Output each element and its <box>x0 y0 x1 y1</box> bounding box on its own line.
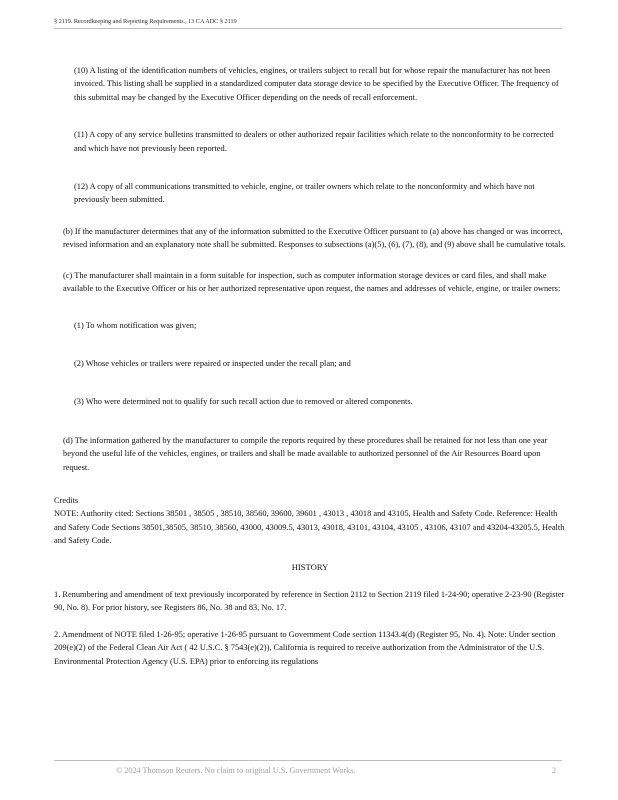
paragraph-c3: (3) Who were determined not to qualify for such recall action due to removed or altered components. <box>74 397 413 407</box>
page-number: 2 <box>551 766 556 775</box>
document-body <box>54 64 566 668</box>
paragraph-c: (c) The manufacturer shall maintain in a form suitable for inspection, such as computer information storage devices or card files, and shall make available to the Executive Officer or his or her authorized representative upon request, the names and addresses of vehicle, engine, or trailer owners: <box>63 270 561 294</box>
history-item-2: 2. Amendment of NOTE filed 1-26-95; operative 1-26-95 pursuant to Government Code section 11343.4(d) (Register 95, No. 4). Note: Under section 209(e)(2) of the Federal Clean Air Act ( 42 U.S.C. § 7543(e)(2)), California is required to receive authorization from the Administrator of the U.S. Environmental Protection Agency (U.S. EPA) prior to enforcing its regulations <box>54 629 556 666</box>
credits-heading: Credits <box>54 495 79 505</box>
credits-section <box>54 494 566 548</box>
credits-note: NOTE: Authority cited: Sections 38501 , 38505 , 38510, 38560, 39600, 39601 , 43013 , 43018 and 43105, Health and Safety Code. Reference: Health and Safety Code Sections 38501,38505, 38510, 38560, 43000, 43009.5, 43013, 43018, 43101, 43104, 43105 , 43106, 43107 and 43204-43205.5, Health and Safety Code. <box>54 509 565 546</box>
paragraph-b: (b) If the manufacturer determines that any of the information submitted to the Executive Officer pursuant to (a) above has changed or was incorrect, revised information and an explanatory note shall be submitted. Responses to subsections (a)(5), (6), (7), (8), and (9) above shall be cumulative totals. <box>63 226 566 250</box>
paragraph-c2: (2) Whose vehicles or trailers were repaired or inspected under the recall plan; and <box>74 358 351 368</box>
page-footer <box>54 760 562 775</box>
paragraph-a11: (11) A copy of any service bulletins transmitted to dealers or other authorized repair facilities which relate to the nonconformity to be corrected and which have not previously been reported. <box>74 130 554 153</box>
running-header: § 2119. Recordkeeping and Reporting Requirements., 13 CA ADC § 2119 <box>54 18 562 29</box>
history-item-1: 1. Renumbering and amendment of text previously incorporated by reference in Section 2112 to Section 2119 filed 1-24-90; operative 2-23-90 (Register 90, No. 8). For prior history, see Registers 86, No. 38 and 83, No. 17. <box>54 589 565 613</box>
paragraph-d: (d) The information gathered by the manufacturer to compile the reports required by these procedures shall be retained for not less than one year beyond the useful life of the vehicles, engines, or trailers and shall be made available to authorized personnel of the Air Resources Board upon request. <box>63 435 548 472</box>
paragraph-a12: (12) A copy of all communications transmitted to vehicle, engine, or trailer owners which relate to the nonconformity and which have not previously been submitted. <box>74 182 535 205</box>
footer-copyright: © 2024 Thomson Reuters. No claim to original U.S. Government Works. <box>116 766 356 775</box>
paragraph-c1: (1) To whom notification was given; <box>74 321 197 331</box>
paragraph-a10: (10) A listing of the identification numbers of vehicles, engines, or trailers subject to recall but for whose repair the manufacturer has not been invoiced. This listing shall be supplied in a standardized computer data storage device to be specified by the Executive Officer. The frequency of this submittal may be changed by the Executive Officer depending on the needs of recall enforcement. <box>74 66 559 102</box>
history-heading: HISTORY <box>291 561 329 572</box>
